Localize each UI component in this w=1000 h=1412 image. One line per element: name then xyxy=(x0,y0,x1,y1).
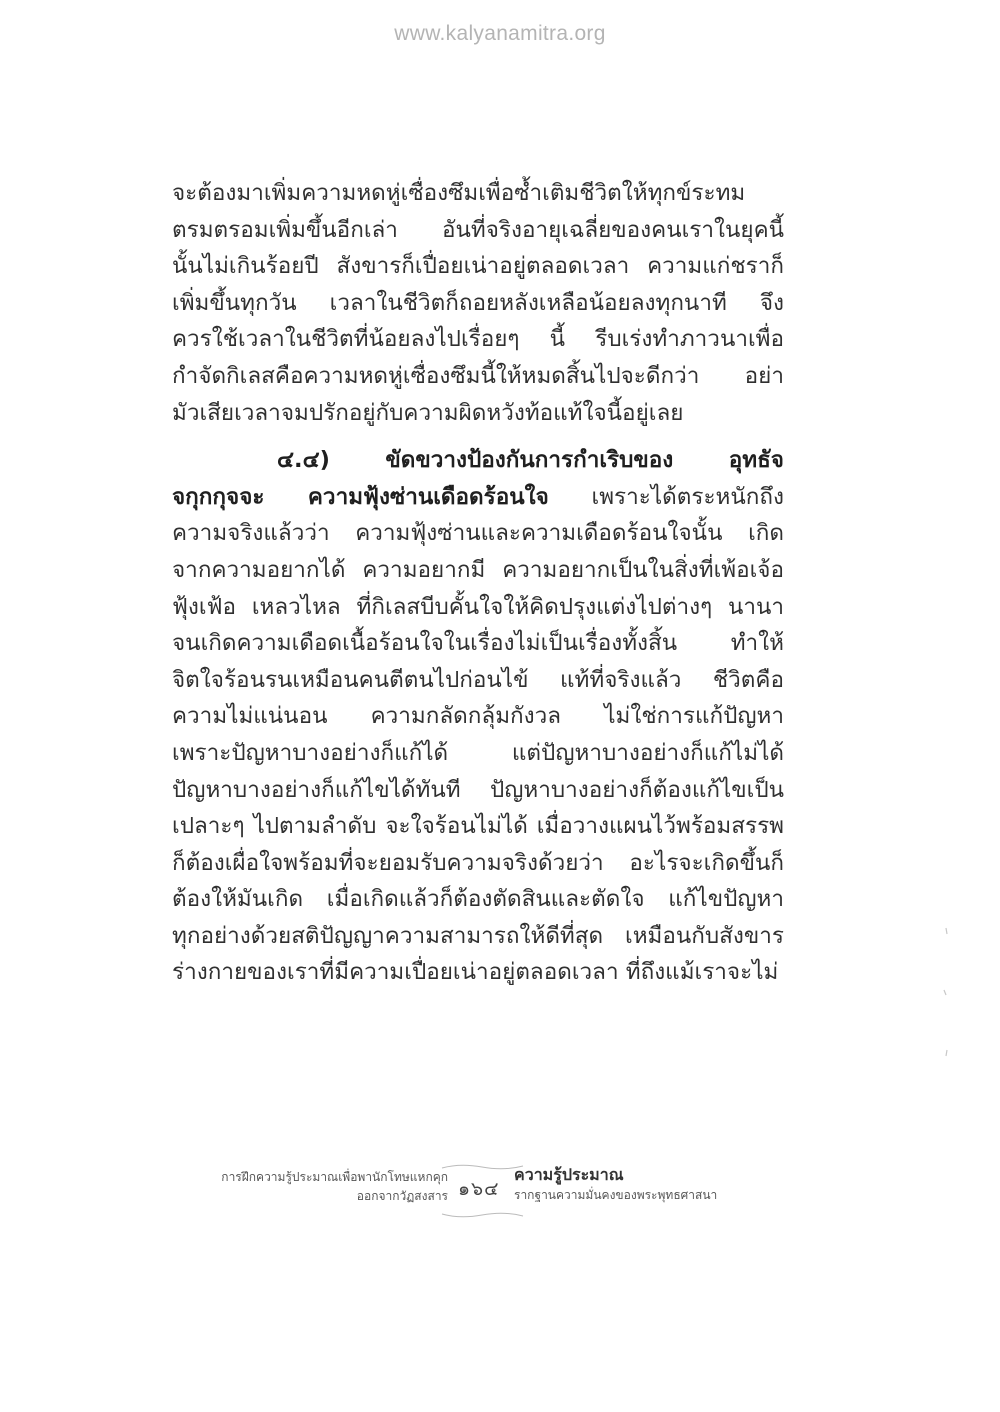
section-heading: ๔.๔) ขัดขวางป้องกันการกำเริบของ อุทธัจ xyxy=(277,447,784,474)
scan-margin-marks-icon xyxy=(936,920,956,1080)
footer-book-title: การฝึกความรู้ประมาณเพื่อพานักโทษแหกคุก xyxy=(221,1170,448,1184)
footer-left xyxy=(221,1168,448,1206)
text-line: ต้องให้มันเกิด เมื่อเกิดแล้วก็ต้องตัดสินและตัดใจ แก้ไขปัญหา xyxy=(172,886,784,913)
text-line: จิตใจร้อนรนเหมือนคนตีตนไปก่อนไข้ แท้ที่จริงแล้ว ชีวิตคือ xyxy=(172,666,784,693)
text-line: จะต้องมาเพิ่มความหดหู่เซื่องซึมเพื่อซ้ำเติมชีวิตให้ทุกข์ระทม xyxy=(172,180,746,206)
text-line: ทุกอย่างด้วยสติปัญญาความสามารถให้ดีที่สุด เหมือนกับสังขาร xyxy=(172,922,784,949)
text-line: ควรใช้เวลาในชีวิตที่น้อยลงไปเรื่อยๆ นี้ รีบเร่งทำภาวนาเพื่อ xyxy=(172,326,784,353)
ornament-top-icon xyxy=(440,1162,525,1172)
watermark-url: www.kalyanamitra.org xyxy=(394,22,606,45)
text-line: ตรมตรอมเพิ่มขึ้นอีกเล่า อันที่จริงอายุเฉลี่ยของคนเราในยุคนี้ xyxy=(172,216,784,243)
footer-right xyxy=(514,1164,717,1205)
footer-series-subtitle: รากฐานความมั่นคงของพระพุทธศาสนา xyxy=(514,1188,718,1202)
footer-book-subtitle: ออกจากวัฏสงสาร xyxy=(356,1189,448,1203)
text-line: ร่างกายของเราที่มีความเปื่อยเน่าอยู่ตลอดเวลา ที่ถึงแม้เราจะไม่ xyxy=(172,959,779,986)
page-number: ๑๖๔ xyxy=(458,1178,500,1200)
body-text xyxy=(172,175,784,991)
text-line: ปัญหาบางอย่างก็แก้ไขได้ทันที ปัญหาบางอย่างก็ต้องแก้ไขเป็น xyxy=(172,776,784,803)
text-line: กำจัดกิเลสคือความหดหู่เซื่องซึมนี้ให้หมดสิ้นไปจะดีกว่า อย่า xyxy=(172,362,784,389)
ornament-bottom-icon xyxy=(440,1210,525,1220)
text-line: นั้นไม่เกินร้อยปี สังขารก็เปื่อยเน่าอยู่ตลอดเวลา ความแก่ชราก็ xyxy=(172,253,784,280)
text-line: จากความอยากได้ ความอยากมี ความอยากเป็นในสิ่งที่เพ้อเจ้อ xyxy=(172,556,784,583)
heading-rest-text: เพราะได้ตระหนักถึง xyxy=(548,483,784,510)
text-line: ความจริงแล้วว่า ความฟุ้งซ่านและความเดือดร้อนใจนั้น เกิด xyxy=(172,520,784,547)
text-line: ฟุ้งเฟ้อ เหลวไหล ที่กิเลสบีบคั้นใจให้คิดปรุงแต่งไปต่างๆ นานา xyxy=(172,593,784,620)
text-line: ก็ต้องเผื่อใจพร้อมที่จะยอมรับความจริงด้วยว่า อะไรจะเกิดขึ้นก็ xyxy=(172,849,784,876)
section-heading-continued xyxy=(172,479,784,516)
page-footer xyxy=(0,1162,1000,1232)
heading-bold-text: จกุกกุจจะ ความฟุ้งซ่านเดือดร้อนใจ xyxy=(172,483,549,510)
text-line: มัวเสียเวลาจมปรักอยู่กับความผิดหวังท้อแท้ใจนี้อยู่เลย xyxy=(172,399,684,426)
footer-series-title: ความรู้ประมาณ xyxy=(514,1165,624,1184)
text-line: เปลาะๆ ไปตามลำดับ จะใจร้อนไม่ได้ เมื่อวางแผนไว้พร้อมสรรพ xyxy=(172,813,784,840)
text-line: เพราะปัญหาบางอย่างก็แก้ได้ แต่ปัญหาบางอย่างก็แก้ไม่ได้ xyxy=(172,739,784,766)
text-line: ความไม่แน่นอน ความกลัดกลุ้มกังวล ไม่ใช่การแก้ปัญหา xyxy=(172,703,784,730)
text-line: จนเกิดความเดือดเนื้อร้อนใจในเรื่องไม่เป็นเรื่องทั้งสิ้น ทำให้ xyxy=(172,630,784,657)
text-line: เพิ่มขึ้นทุกวัน เวลาในชีวิตก็ถอยหลังเหลือน้อยลงทุกนาที จึง xyxy=(172,289,784,316)
